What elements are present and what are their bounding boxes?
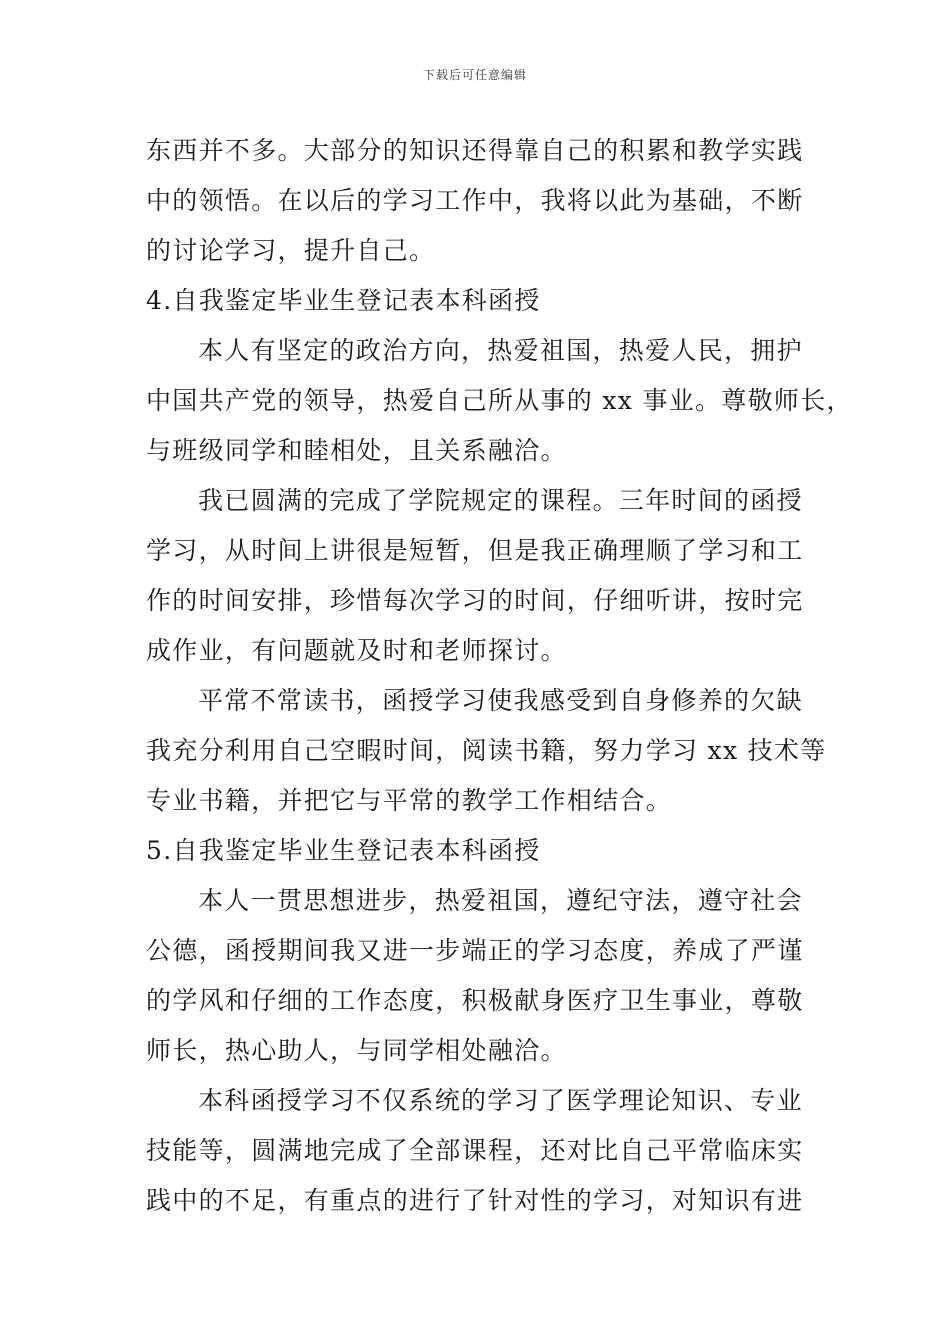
text-line: 技能等，圆满地完成了全部课程，还对比自己平常临床实 (146, 1136, 804, 1165)
text-line: 的学风和仔细的工作态度，积极献身医疗卫生事业，尊敬 (146, 986, 804, 1015)
text-line: 5.自我鉴定毕业生登记表本科函授 (146, 836, 541, 865)
text-line: 践中的不足，有重点的进行了针对性的学习，对知识有进 (146, 1186, 804, 1215)
text-line: 与班级同学和睦相处，且关系融洽。 (146, 436, 567, 465)
text-line: 本科函授学习不仅系统的学习了医学理论知识、专业 (198, 1086, 803, 1115)
text-line: 4.自我鉴定毕业生登记表本科函授 (146, 286, 541, 315)
text-line: 师长，热心助人，与同学相处融洽。 (146, 1036, 567, 1065)
text-line: 中的领悟。在以后的学习工作中，我将以此为基础，不断 (146, 186, 804, 215)
text-line: 我充分利用自己空暇时间，阅读书籍，努力学习 xx 技术等 (146, 736, 827, 765)
text-line: 我已圆满的完成了学院规定的课程。三年时间的函授 (198, 486, 803, 515)
document-body (146, 126, 853, 1226)
text-line: 东西并不多。大部分的知识还得靠自己的积累和教学实践 (146, 136, 804, 165)
text-line: 专业书籍，并把它与平常的教学工作相结合。 (146, 786, 673, 815)
text-line: 本人一贯思想进步，热爱祖国，遵纪守法，遵守社会 (198, 886, 803, 915)
text-line: 平常不常读书，函授学习使我感受到自身修养的欠缺 (198, 686, 803, 715)
page-header-note: 下载后可任意编辑 (422, 68, 527, 82)
text-line: 本人有坚定的政治方向，热爱祖国，热爱人民，拥护 (198, 336, 803, 365)
text-line: 的讨论学习，提升自己。 (146, 236, 436, 265)
text-line: 作的时间安排，珍惜每次学习的时间，仔细听讲，按时完 (146, 586, 804, 615)
text-line: 公德，函授期间我又进一步端正的学习态度，养成了严谨 (146, 936, 804, 965)
text-line: 成作业，有问题就及时和老师探讨。 (146, 636, 567, 665)
text-line: 中国共产党的领导，热爱自己所从事的 xx 事业。尊敬师长， (146, 386, 853, 415)
text-line: 学习，从时间上讲很是短暂，但是我正确理顺了学习和工 (146, 536, 804, 565)
